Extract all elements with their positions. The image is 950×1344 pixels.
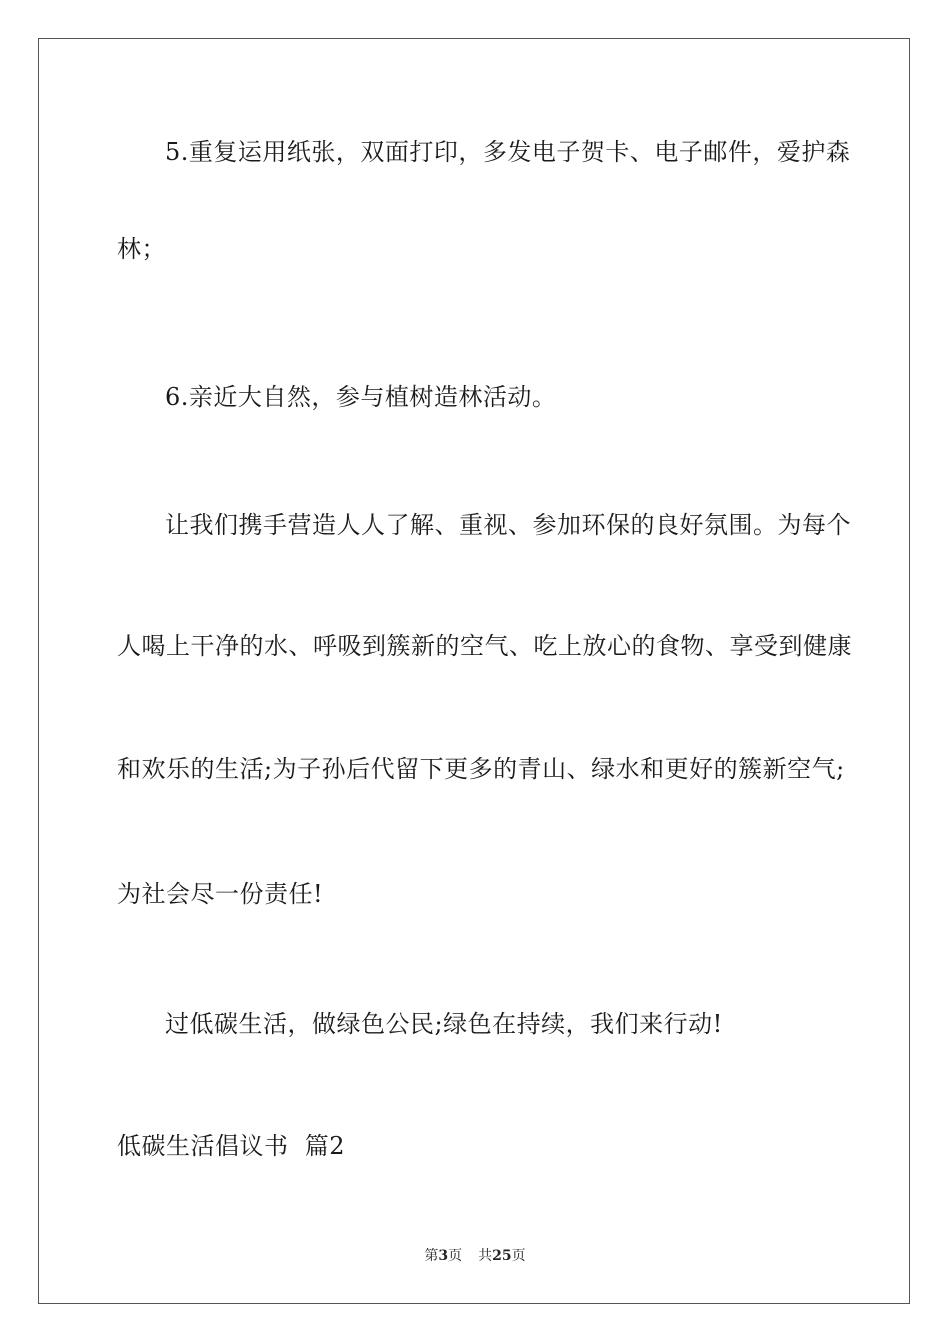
footer-total-prefix: 共	[478, 1248, 493, 1264]
paragraph-7-line-1: 让我们携手营造人人了解、重视、参加环保的良好氛围。为每个	[165, 511, 851, 539]
footer-total-pages: 25	[492, 1248, 512, 1264]
page-footer	[0, 1247, 950, 1265]
footer-page-prefix: 第	[424, 1248, 439, 1264]
paragraph-8-line-1: 过低碳生活，做绿色公民;绿色在持续，我们来行动!	[165, 1010, 723, 1038]
paragraph-7-line-4: 为社会尽一份责任!	[117, 880, 324, 908]
section-heading: 低碳生活倡议书 篇2	[117, 1132, 346, 1160]
paragraph-5-line-1: 5.重复运用纸张，双面打印，多发电子贺卡、电子邮件，爱护森	[165, 138, 851, 166]
paragraph-7-line-2: 人喝上干净的水、呼吸到簇新的空气、吃上放心的食物、享受到健康	[117, 632, 852, 660]
paragraph-6-line-1: 6.亲近大自然，参与植树造林活动。	[165, 383, 557, 411]
footer-total-suffix: 页	[511, 1248, 526, 1264]
paragraph-5-line-2: 林；	[117, 235, 166, 263]
page-border	[38, 38, 910, 1304]
paragraph-7-line-3: 和欢乐的生活;为子孙后代留下更多的青山、绿水和更好的簇新空气;	[117, 755, 845, 783]
footer-current-page: 3	[438, 1248, 449, 1264]
footer-page-suffix: 页	[448, 1248, 463, 1264]
